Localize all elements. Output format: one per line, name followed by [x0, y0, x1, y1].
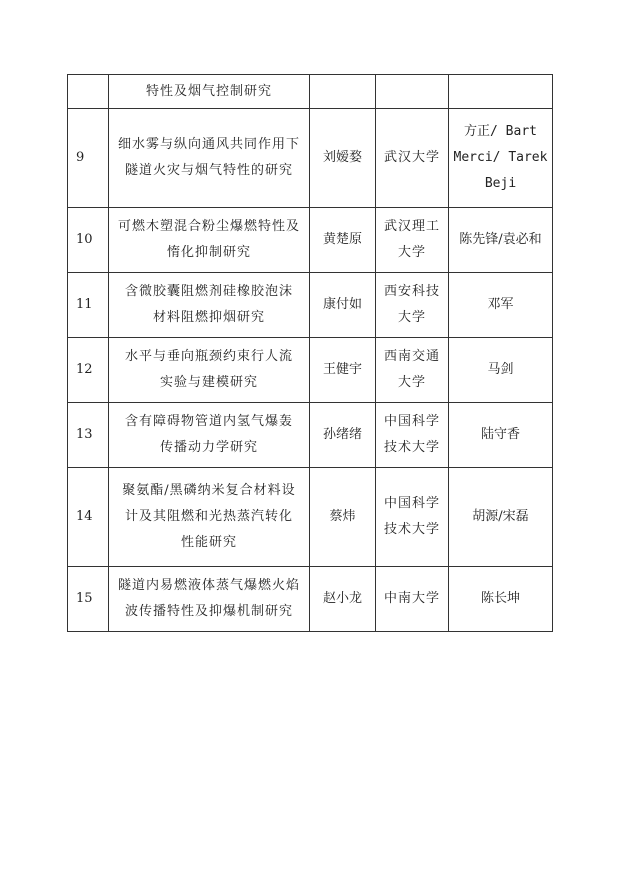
row-number: 11: [68, 273, 109, 338]
project-title-line: 水平与垂向瓶颈约束行人流: [124, 349, 293, 364]
row-number: 13: [68, 403, 109, 468]
mentor-line: 邓军: [487, 297, 514, 312]
project-title-line: 计及其阻燃和光热蒸汽转化: [124, 509, 293, 524]
mentor-name: [449, 338, 553, 403]
winner-unit: [376, 403, 449, 468]
winner-name: 刘嫒婺: [310, 109, 376, 208]
table-row: [68, 109, 553, 208]
project-title-line: 性能研究: [180, 535, 237, 550]
winner-name: 孙绪绪: [310, 403, 376, 468]
project-title-line: 波传播特性及抑爆机制研究: [124, 604, 293, 619]
winner-unit-line: 中国科学: [383, 414, 440, 429]
row-number: 10: [68, 208, 109, 273]
project-title-line: 隧道内易燃液体蒸气爆燃火焰: [117, 578, 300, 593]
table-row: [68, 75, 553, 109]
project-title-line: 含微胶囊阻燃剂硅橡胶泡沫: [124, 284, 293, 299]
winner-unit: [376, 273, 449, 338]
winner-unit: [376, 208, 449, 273]
table-row: [68, 468, 553, 567]
winner-name: 王健宇: [310, 338, 376, 403]
project-title: [109, 75, 310, 109]
project-title-line: 聚氨酯/黑磷纳米复合材料设: [122, 483, 296, 498]
table-row: [68, 338, 553, 403]
mentor-name: [449, 468, 553, 567]
mentor-line: Merci/ Tarek: [453, 150, 548, 165]
project-title-line: 惰化抑制研究: [166, 245, 251, 260]
project-title: [109, 403, 310, 468]
winner-unit-line: 大学: [397, 245, 426, 260]
project-title: [109, 567, 310, 632]
mentor-line: 陈先锋/袁必和: [459, 232, 542, 247]
project-title: [109, 273, 310, 338]
project-title-line: 可燃木塑混合粉尘爆燃特性及: [117, 219, 300, 234]
project-title: [109, 468, 310, 567]
winner-unit: [376, 338, 449, 403]
winner-unit: [376, 567, 449, 632]
winner-name: [310, 75, 376, 109]
winner-name: 赵小龙: [310, 567, 376, 632]
winner-name: 黄楚原: [310, 208, 376, 273]
mentor-line: 胡源/宋磊: [472, 509, 529, 524]
row-number: 9: [68, 109, 109, 208]
winner-unit-line: 技术大学: [383, 522, 440, 537]
winner-unit-line: 西南交通: [383, 349, 440, 364]
project-title-line: 材料阻燃抑烟研究: [152, 310, 265, 325]
project-title: [109, 109, 310, 208]
table-row: [68, 273, 553, 338]
project-title-line: 实验与建模研究: [159, 375, 258, 390]
row-number: 12: [68, 338, 109, 403]
mentor-name: [449, 403, 553, 468]
winner-unit: [376, 468, 449, 567]
table-row: [68, 567, 553, 632]
project-title: [109, 208, 310, 273]
mentor-line: 陆守香: [480, 427, 520, 442]
mentor-line: 方正/ Bart: [464, 124, 537, 139]
mentor-name: [449, 273, 553, 338]
winner-unit: [376, 75, 449, 109]
project-title-line: 细水雾与纵向通风共同作用下: [117, 137, 300, 152]
mentor-line: Beji: [484, 176, 517, 191]
project-title-line: 特性及烟气控制研究: [145, 83, 272, 99]
project-title-line: 含有障碍物管道内氢气爆轰: [124, 414, 293, 429]
winner-unit: [376, 109, 449, 208]
mentor-name: [449, 75, 553, 109]
winner-unit-line: 技术大学: [383, 440, 440, 455]
winner-unit-line: 大学: [397, 375, 426, 390]
winner-unit-line: 西安科技: [383, 284, 440, 299]
project-title-line: 隧道火灾与烟气特性的研究: [124, 163, 293, 178]
winner-name: 蔡炜: [310, 468, 376, 567]
mentor-name: [449, 567, 553, 632]
mentor-name: [449, 208, 553, 273]
table-row: [68, 403, 553, 468]
row-number: [68, 75, 109, 109]
row-number: 14: [68, 468, 109, 567]
winner-name: 康付如: [310, 273, 376, 338]
table-row: [68, 208, 553, 273]
winner-unit-line: 大学: [397, 310, 426, 325]
project-title: [109, 338, 310, 403]
winner-unit-line: 武汉理工: [383, 219, 440, 234]
winner-unit-line: 中国科学: [383, 496, 440, 511]
mentor-name: [449, 109, 553, 208]
mentor-line: 陈长坤: [480, 591, 520, 606]
project-title-line: 传播动力学研究: [159, 440, 258, 455]
row-number: 15: [68, 567, 109, 632]
winner-unit-line: 中南大学: [383, 591, 440, 606]
winner-unit-line: 武汉大学: [383, 150, 440, 165]
mentor-line: 马剑: [487, 362, 514, 377]
awards-table: [67, 74, 553, 632]
